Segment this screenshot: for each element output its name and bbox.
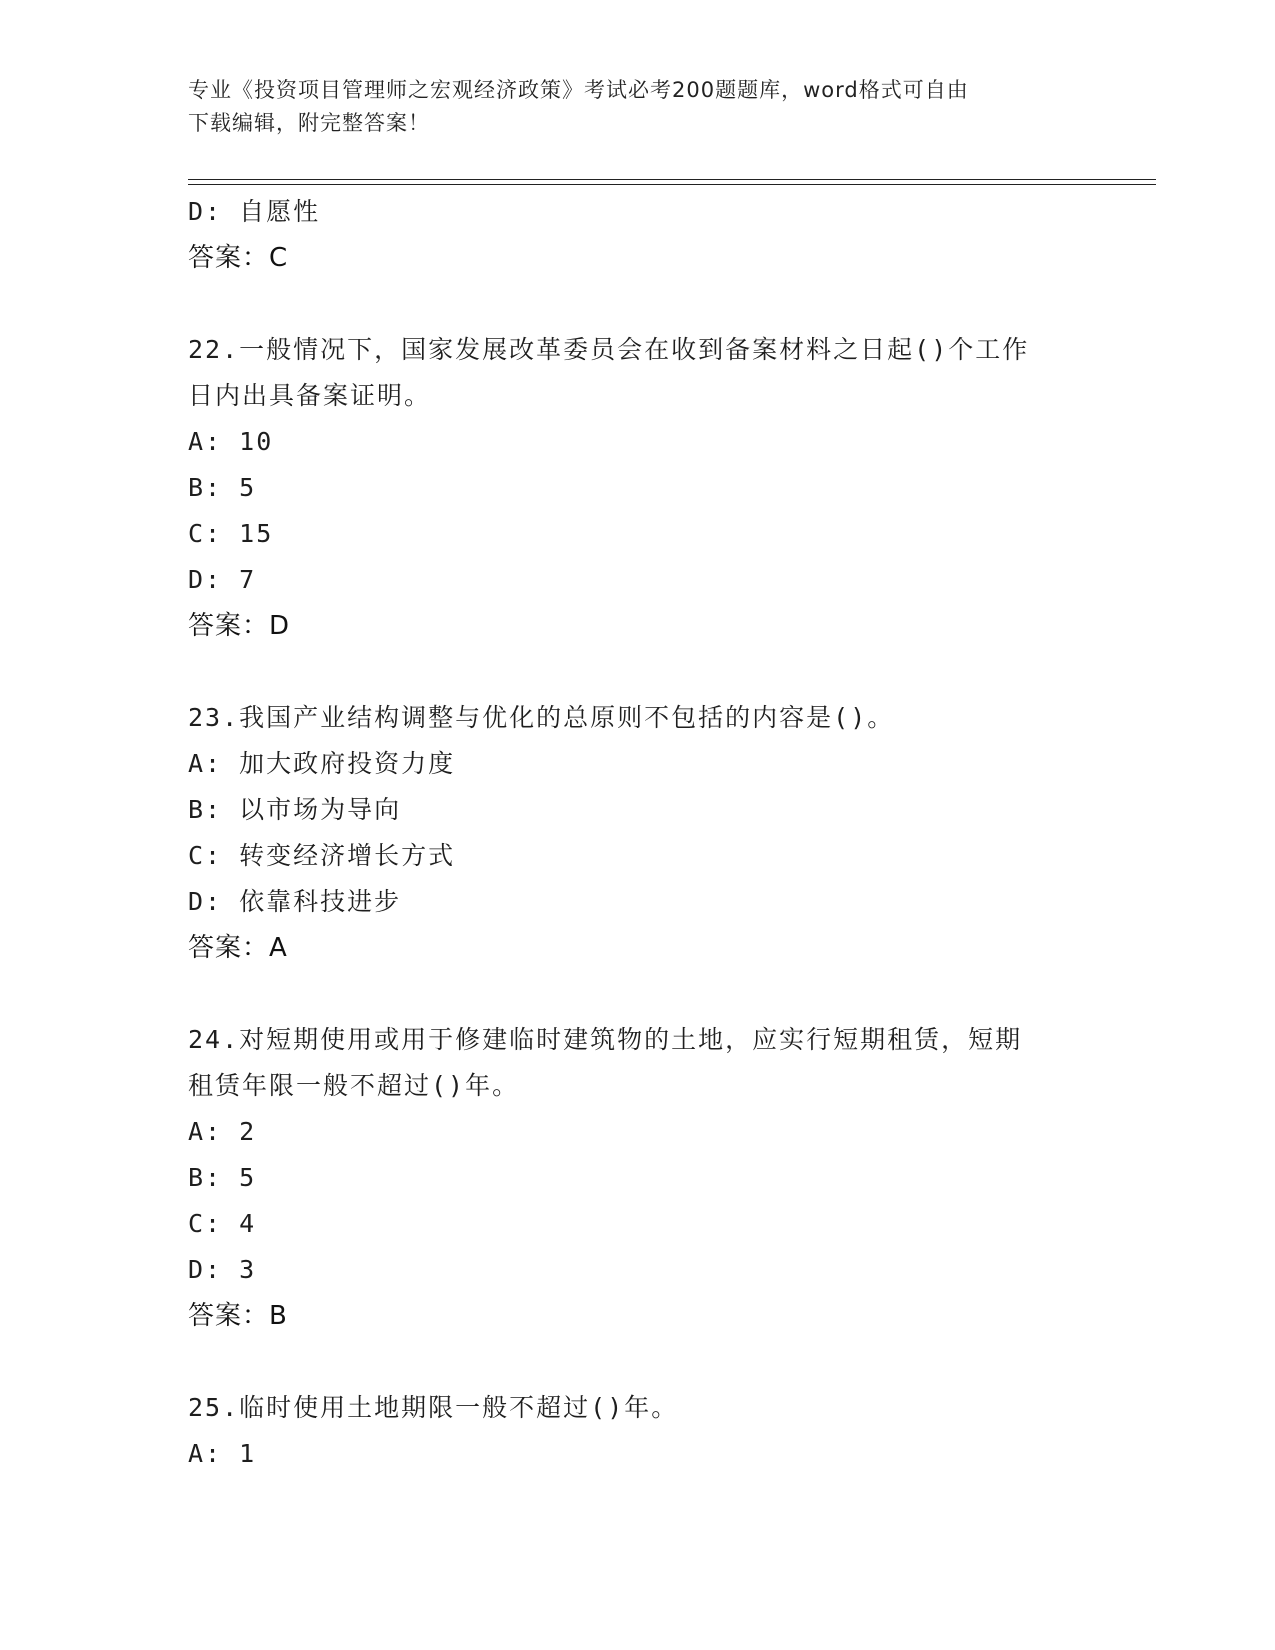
header-line-1: 专业《投资项目管理师之宏观经济政策》考试必考200题题库，word格式可自由 (188, 78, 969, 102)
option-c: C: 4 (188, 1209, 257, 1238)
question-block-21-tail (188, 189, 1088, 281)
header-line-2: 下载编辑，附完整答案！ (188, 111, 430, 135)
option-d: D: 3 (188, 1255, 257, 1284)
question-text: 22.一般情况下，国家发展改革委员会在收到备案材料之日起()个工作 (188, 335, 1030, 364)
question-block-23 (188, 695, 1088, 971)
option-d: D: 依靠科技进步 (188, 887, 402, 916)
header-divider-bottom (188, 184, 1156, 185)
answer-line: 答案：C (188, 243, 289, 273)
option-b: B: 5 (188, 1163, 257, 1192)
answer-line: 答案：A (188, 933, 288, 963)
option-a: A: 加大政府投资力度 (188, 749, 456, 778)
option-c: C: 15 (188, 519, 274, 548)
option-d: D: 7 (188, 565, 257, 594)
option-b: B: 以市场为导向 (188, 795, 402, 824)
option-a: A: 10 (188, 427, 274, 456)
question-block-24 (188, 1017, 1088, 1339)
question-text: 24.对短期使用或用于修建临时建筑物的土地，应实行短期租赁，短期 (188, 1025, 1023, 1054)
option-a: A: 2 (188, 1117, 257, 1146)
option-a: A: 1 (188, 1439, 257, 1468)
question-text: 25.临时使用土地期限一般不超过()年。 (188, 1393, 679, 1422)
question-text-continued: 租赁年限一般不超过()年。 (188, 1071, 520, 1100)
question-text-continued: 日内出具备案证明。 (188, 381, 432, 410)
answer-line: 答案：D (188, 611, 291, 641)
option-d: D: 自愿性 (188, 197, 321, 226)
answer-line: 答案：B (188, 1301, 288, 1331)
option-c: C: 转变经济增长方式 (188, 841, 456, 870)
question-text: 23.我国产业结构调整与优化的总原则不包括的内容是()。 (188, 703, 895, 732)
header-divider-top (188, 179, 1156, 180)
option-b: B: 5 (188, 473, 257, 502)
question-block-22 (188, 327, 1088, 649)
question-block-25 (188, 1385, 1088, 1477)
document-header (188, 74, 1088, 140)
question-list (188, 189, 1088, 1477)
